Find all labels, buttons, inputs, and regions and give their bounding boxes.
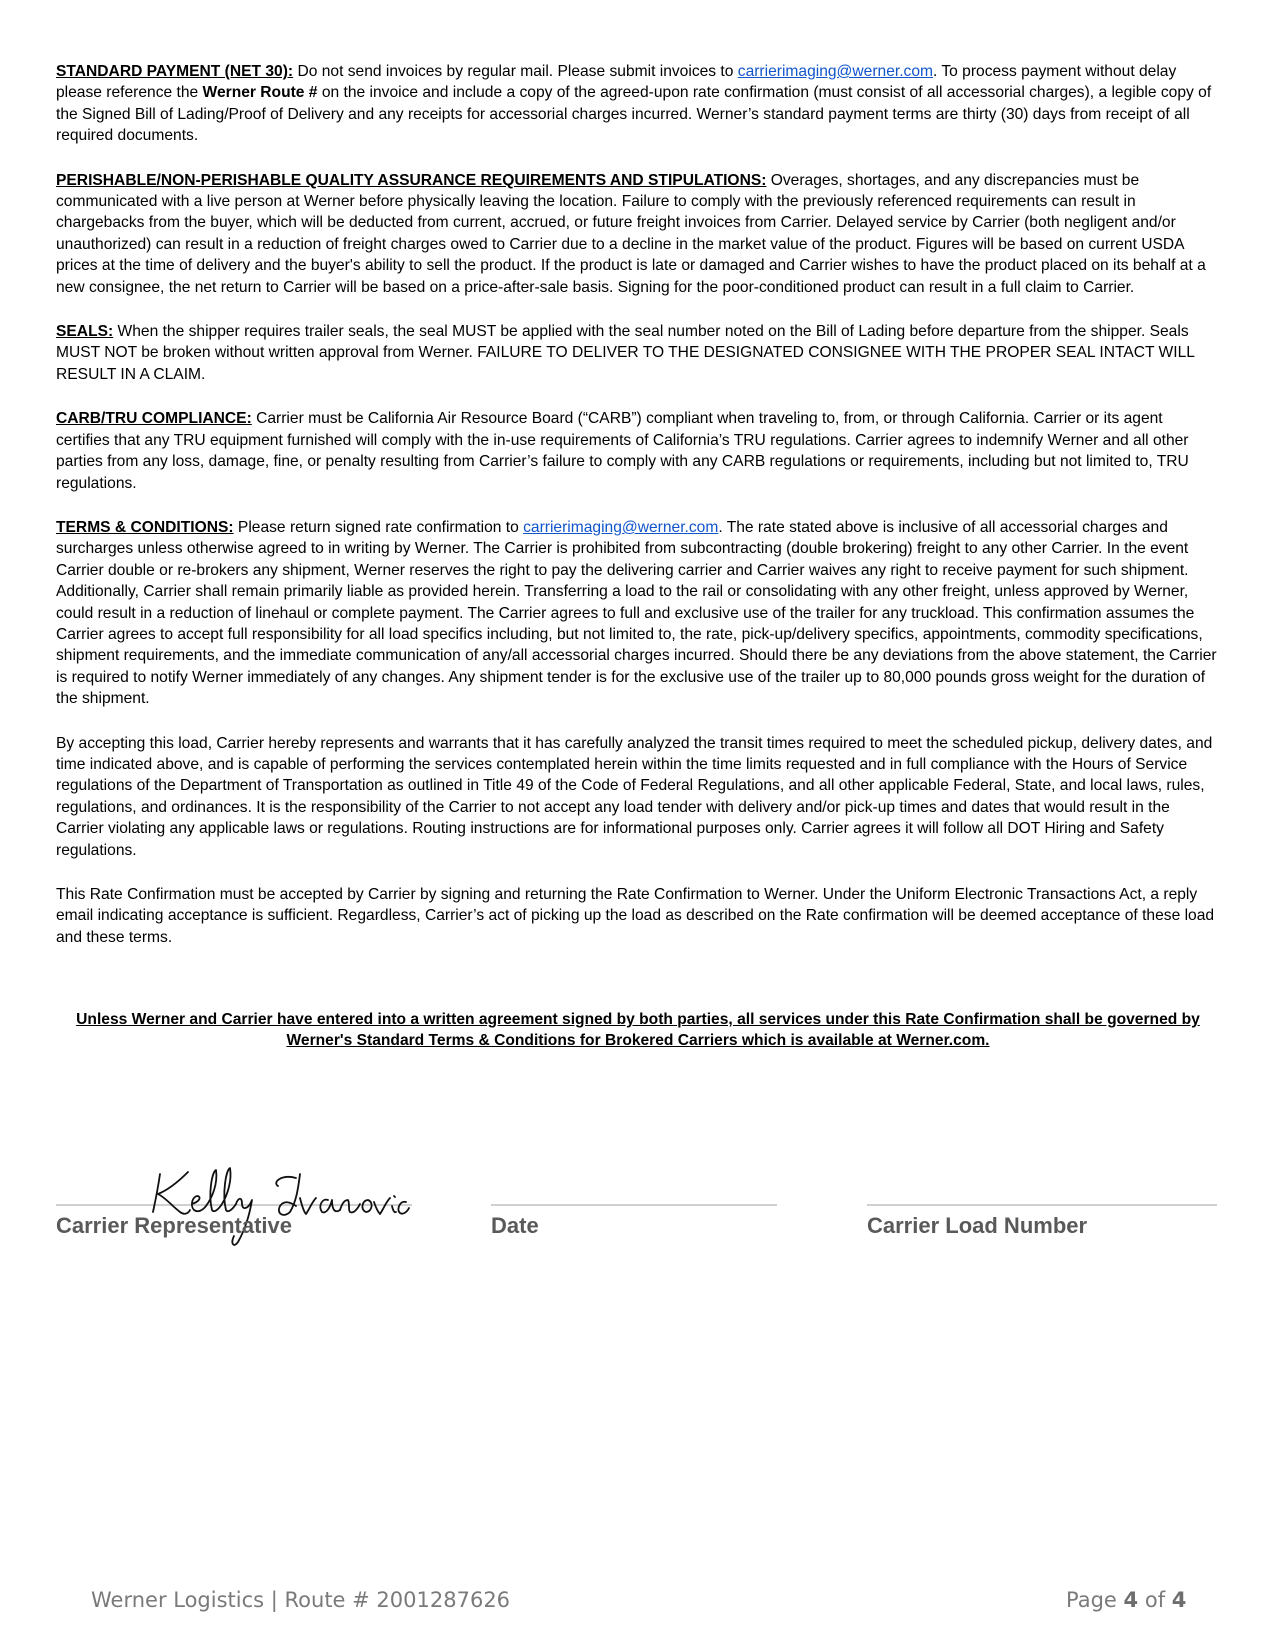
rate-confirmation-email-link[interactable]: carrierimaging@werner.com: [523, 518, 719, 536]
accepting-section: By accepting this load, Carrier hereby represents and warrants that it has carefully analyzed the transit times required to meet the scheduled pickup, delivery dates, and time indicated above, and is capable of performing the services contemplated herein within the time limits requested and in full compliance with the Hours of Service regulations of the Department of Transportation as outlined in Title 49 of the Code of Federal Regulations, and all other applicable Federal, State, and local laws, rules, regulations, and ordinances. It is the responsibility of the Carrier to not accept any load tender with delivery and/or pick-up times and dates that would result in the Carrier violating any applicable laws or regulations. Routing instructions are for informational purposes only. Carrier agrees it will follow all DOT Hiring and Safety regulations.: [56, 734, 1213, 859]
payment-text: Do not send invoices by regular mail. Please submit invoices to: [297, 63, 738, 80]
carrier-rep-label: Carrier Representative: [56, 1213, 293, 1238]
seals-heading: SEALS:: [56, 323, 114, 341]
footer-route: Werner Logistics | Route # 2001287626: [91, 1588, 511, 1612]
acceptance-section: This Rate Confirmation must be accepted by Carrier by signing and returning the Rate Confirmation to Werner. Under the Uniform Electronic Transactions Act, a reply email indicating acceptance is sufficient. Regardless, Carrier’s act of picking up the load as described on the Rate confirmation will be deemed acceptance of these load and these terms.: [56, 886, 1215, 946]
page-indicator: [1066, 1588, 1186, 1612]
terms-heading: TERMS & CONDITIONS:: [56, 518, 234, 536]
terms-text: Please return signed rate confirmation to: [233, 518, 524, 536]
payment-text-3: on the invoice and include a copy of the agreed-upon rate confirmation (must consist of all accessorial charges), a legible copy of the Signed Bill of Lading/Proof of Delivery and any receipts for accessorial charges incurred. Werner’s standard payment terms are thirty (30) days from receipt of all required documents.: [56, 84, 1212, 145]
terms-text-2: . The rate stated above is inclusive of all accessorial charges and surcharges unless otherwise agreed to in writing by Werner. The Carrier is prohibited from subcontracting (double brokering) freight to any other Carrier. In the event Carrier double or re-brokers any shipment, Werner reserves the right to pay the delivering carrier and Carrier waives any right to receive payment for such shipment. Additionally, Carrier shall remain primarily liable as provided herein. Transferring a load to the rail or consolidating with any other freight, unless approved by Werner, could result in a reduction of linehaul or complete payment. The Carrier agrees to full and exclusive use of the trailer for any truckload. This confirmation assumes the Carrier agrees to accept full responsibility for all load specifics including, but not limited to, the rate, pick-up/delivery specifics, appointments, commodity specifications, shipment requirements, and the immediate communication of any/all accessorial charges incurred. Should there be any deviations from the above statement, the Carrier is required to notify Werner immediately of any changes. Any shipment tender is for the exclusive use of the trailer up to 80,000 pounds gross weight for the duration of the shipment.: [56, 518, 1217, 708]
perishable-section: [56, 170, 1220, 298]
payment-heading: STANDARD PAYMENT (NET 30):: [56, 63, 294, 80]
carb-heading: CARB/TRU COMPLIANCE:: [56, 410, 252, 428]
page-total: 4: [1171, 1588, 1187, 1612]
payment-section: [56, 61, 1220, 147]
terms-section: [56, 517, 1220, 710]
seals-section: [56, 321, 1220, 385]
invoice-email-link[interactable]: carrierimaging@werner.com: [737, 63, 933, 80]
payment-text-2: . To process payment without delay please reference the: [56, 63, 1177, 102]
date-signature-line[interactable]: [491, 1204, 777, 1206]
carb-section: [56, 408, 1220, 494]
route-label: Werner Route #: [202, 84, 318, 102]
date-label: Date: [491, 1213, 539, 1238]
carrier-load-number-label: Carrier Load Number: [867, 1213, 1088, 1238]
terms-body: [56, 61, 1220, 948]
perishable-heading: PERISHABLE/NON-PERISHABLE QUALITY ASSURANCE REQUIREMENTS AND STIPULATIONS:: [56, 171, 767, 189]
page-word: Page: [1066, 1588, 1117, 1612]
governing-terms-notice: Unless Werner and Carrier have entered into a written agreement signed by both parties, all services under this Rate Confirmation shall be governed by Werner's Standard Terms & Conditions for Brokered Carriers which is available at Werner.com.: [76, 1011, 1200, 1050]
page-current: 4: [1123, 1588, 1139, 1612]
perishable-text: Overages, shortages, and any discrepancies must be communicated with a live person at Werner before physically leaving the location. Failure to comply with the previously referenced requirements can result in chargebacks from the buyer, which will be deducted from current, accrued, or future freight invoices from Carrier. Delayed service by Carrier (both negligent and/or unauthorized) can result in a reduction of freight charges owed to Carrier due to a decline in the market value of the product. Figures will be based on current USDA prices at the time of delivery and the buyer's ability to sell the product. If the product is late or damaged and Carrier wishes to have the product placed on its behalf at a new consignee, the net return to Carrier will be based on a price-after-sale basis. Signing for the poor-conditioned product can result in a full claim to Carrier.: [56, 171, 1206, 296]
seals-text: When the shipper requires trailer seals, the seal MUST be applied with the seal number noted on the Bill of Lading before departure from the shipper. Seals MUST NOT be broken without written approval from Werner. FAILURE TO DELIVER TO THE DESIGNATED CONSIGNEE WITH THE PROPER SEAL INTACT WILL RESULT IN A CLAIM.: [56, 323, 1195, 383]
carrier-load-number-line[interactable]: [867, 1204, 1217, 1206]
carb-text: Carrier must be California Air Resource Board (“CARB”) compliant when traveling to, from, or through California. Carrier or its agent certifies that any TRU equipment furnished will comply with the in-use requirements of California’s TRU regulations. Carrier agrees to indemnify Werner and all other parties from any loss, damage, fine, or penalty resulting from Carrier’s failure to comply with any CARB regulations or requirements, including but not limited to, TRU regulations.: [56, 410, 1189, 492]
page-of: of: [1144, 1588, 1166, 1612]
